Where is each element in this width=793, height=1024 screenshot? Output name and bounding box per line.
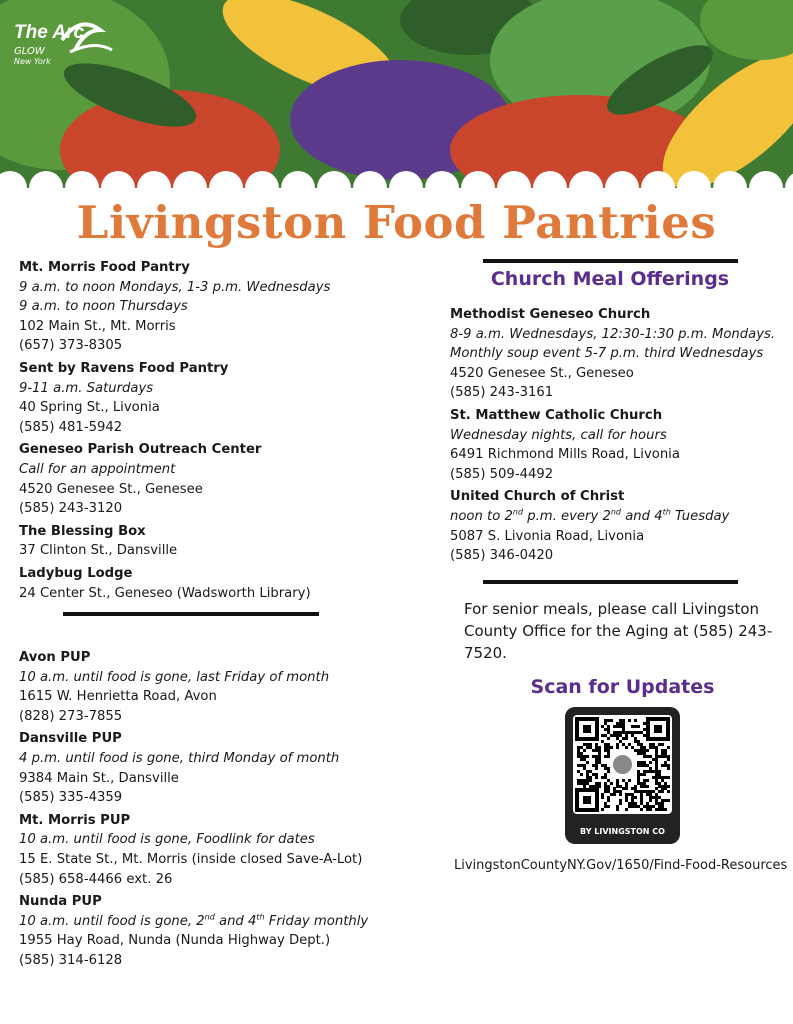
- listing-entry: [450, 406, 793, 484]
- listing-name: Mt. Morris PUP: [19, 812, 131, 828]
- listing-address: 40 Spring St., Livonia: [19, 400, 160, 416]
- listing-name: St. Matthew Catholic Church: [450, 407, 663, 423]
- the-arc-logo: [14, 22, 84, 66]
- listing-phone: (657) 373-8305: [19, 338, 123, 354]
- listing-hours: Wednesday nights, call for hours: [450, 427, 667, 443]
- listing-phone: (828) 273-7855: [19, 708, 123, 724]
- divider: [483, 259, 738, 263]
- listing-entry: [19, 522, 439, 561]
- listing-address: 15 E. State St., Mt. Morris (inside closed Save-A-Lot): [19, 852, 363, 868]
- listing-name: Mt. Morris Food Pantry: [19, 260, 190, 275]
- listing-hours: noon to 2nd p.m. every 2nd and 4th Tuesday: [450, 507, 730, 524]
- listing-hours: 8-9 a.m. Wednesdays, 12:30-1:30 p.m. Mondays.: [450, 326, 776, 342]
- logo-name: The Arc: [14, 22, 85, 43]
- listing-hours: 9 a.m. to noon Mondays, 1-3 p.m. Wednesdays: [19, 279, 331, 295]
- divider: [483, 580, 738, 584]
- listing-phone: (585) 243-3120: [19, 501, 123, 517]
- listing-entry: [19, 729, 439, 807]
- listing-phone: (585) 658-4466 ext. 26: [19, 871, 173, 887]
- listing-address: 37 Clinton St., Dansville: [19, 543, 178, 559]
- listing-hours: Call for an appointment: [19, 461, 176, 477]
- listing-address: 5087 S. Livonia Road, Livonia: [450, 528, 645, 544]
- vegetable-banner: [0, 0, 793, 200]
- listing-address: 1615 W. Henrietta Road, Avon: [19, 689, 217, 705]
- listing-name: Methodist Geneseo Church: [450, 307, 651, 322]
- logo-region: New York: [14, 57, 51, 66]
- listing-entry: [19, 564, 439, 603]
- listing-phone: (585) 314-6128: [19, 953, 123, 968]
- listing-entry: [19, 648, 439, 726]
- church-section-title: Church Meal Offerings: [490, 268, 730, 290]
- listing-phone: (585) 481-5942: [19, 419, 123, 435]
- church-list: [450, 305, 793, 569]
- listing-hours: 4 p.m. until food is gone, third Monday of month: [19, 751, 340, 767]
- listing-phone: (585) 335-4359: [19, 790, 123, 806]
- listing-address: 6491 Richmond Mills Road, Livonia: [450, 447, 680, 463]
- listing-name: Sent by Ravens Food Pantry: [19, 360, 229, 376]
- listing-address: 102 Main St., Mt. Morris: [19, 318, 176, 334]
- scan-title: Scan for Updates: [530, 676, 715, 698]
- qr-code[interactable]: [565, 707, 680, 844]
- listing-name: Ladybug Lodge: [19, 565, 133, 581]
- resource-link[interactable]: LivingstonCountyNY.Gov/1650/Find-Food-Resources: [454, 858, 788, 873]
- page-title: Livingston Food Pantries: [76, 196, 717, 249]
- listing-hours: 10 a.m. until food is gone, Foodlink for dates: [19, 832, 315, 848]
- listing-entry: [19, 440, 439, 518]
- listing-phone: (585) 243-3161: [450, 385, 554, 401]
- listing-address: 24 Center St., Geneseo (Wadsworth Library): [19, 585, 311, 601]
- qr-pattern: [573, 715, 672, 814]
- listing-name: United Church of Christ: [450, 489, 625, 505]
- pantry-list: [19, 258, 439, 603]
- divider: [63, 612, 319, 616]
- listing-phone: (585) 346-0420: [450, 548, 554, 564]
- pup-list: [19, 648, 439, 971]
- listing-hours: 10 a.m. until food is gone, last Friday of month: [19, 669, 330, 685]
- listing-name: Nunda PUP: [19, 894, 102, 910]
- listing-hours: 10 a.m. until food is gone, 2nd and 4th Friday monthly: [19, 912, 369, 929]
- senior-meals-note: For senior meals, please call Livingston County Office for the Aging at (585) 243-7520.: [464, 600, 773, 662]
- qr-caption: BY LIVINGSTON CO: [580, 827, 665, 836]
- listing-hours: 9-11 a.m. Saturdays: [19, 380, 154, 396]
- listing-hours: Monthly soup event 5-7 p.m. third Wednesdays: [450, 346, 764, 362]
- listing-address: 1955 Hay Road, Nunda (Nunda Highway Dept.): [19, 933, 331, 949]
- listing-entry: [19, 258, 439, 356]
- listing-name: Avon PUP: [19, 650, 91, 666]
- listing-name: The Blessing Box: [19, 523, 146, 539]
- listing-entry: [19, 892, 439, 970]
- listing-hours: 9 a.m. to noon Thursdays: [19, 299, 188, 315]
- listing-name: Geneseo Parish Outreach Center: [19, 442, 262, 458]
- logo-sub: GLOW: [14, 46, 45, 57]
- listing-entry: [450, 305, 793, 403]
- listing-name: Dansville PUP: [19, 731, 122, 747]
- listing-address: 4520 Genesee St., Genesee: [19, 481, 203, 497]
- listing-address: 9384 Main St., Dansville: [19, 770, 179, 786]
- listing-entry: [450, 487, 793, 565]
- listing-entry: [19, 359, 439, 437]
- listing-phone: (585) 509-4492: [450, 466, 554, 482]
- listing-address: 4520 Genesee St., Geneseo: [450, 365, 634, 381]
- listing-entry: [19, 811, 439, 889]
